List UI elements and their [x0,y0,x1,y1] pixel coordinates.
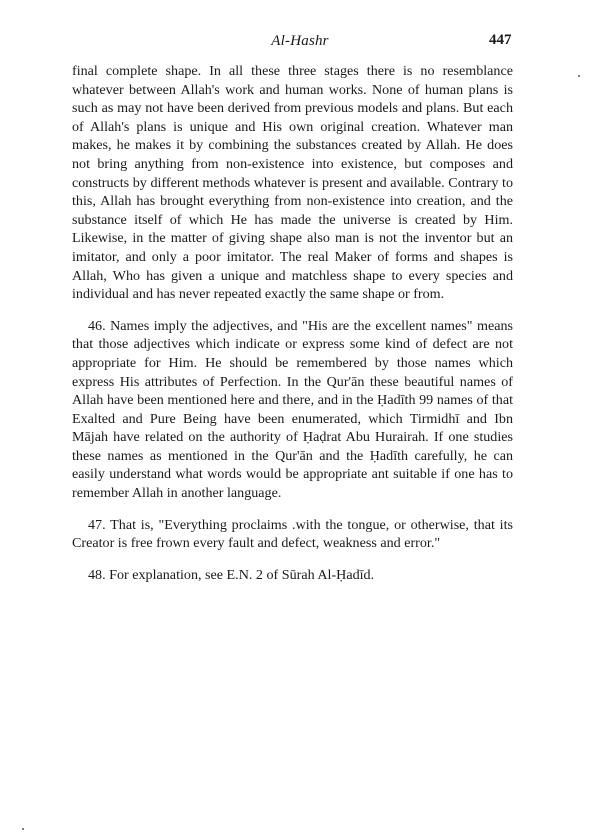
note-46-paragraph: 46. Names imply the adjectives, and "His are the excellent names" means that those adjectives which indicate or express some kind of defect are not appropriate for Him. He should be remembered by those names which express His attributes of Perfection. In the Qur'ān these beautiful names of Allah have been mentioned here and there, and in the Ḥadīth 99 names of that Exalted and Pure Being have been enumerated, which Tirmidhī and Ibn Mājah have related on the authority of Ḥaḍrat Abu Hurairah. If one studies these names as mentioned in the Qur'ān and the Ḥadīth carefully, he can easily understand what words would be appropriate ant suitable if one has to remember Allah in another language. [72,317,513,502]
scan-speck [578,75,580,77]
note-47-paragraph: 47. That is, "Everything proclaims .with the tongue, or otherwise, that its Creator is free frown every fault and defect, weakness and error." [72,516,513,552]
page-body [72,62,513,597]
paragraph-continuation: final complete shape. In all these three stages there is no resemblance whatever between Allah's work and human works. None of human plans is such as may not have been derived from previous models and plans. But each of Allah's plans is unique and His own original creation. Whatever man makes, he makes it by combining the substances created by Allah. He does not bring anything from non-existence into existence, but composes and constructs by different methods whatever is present and available. Contrary to this, Allah has brought everything from non-existence into creation, and the substance itself of which He has made the universe is created by Him. Likewise, in the matter of giving shape also man is not the inventor but an imitator, and only a poor imitator. The real Maker of forms and shapes is Allah, Who has given a unique and matchless shape to every species and individual and has never repeated exactly the same shape or from. [72,63,513,303]
page-number: 447 [489,32,512,48]
scan-speck [22,828,24,830]
note-48-paragraph: 48. For explanation, see E.N. 2 of Sūrah Al-Ḥadīd. [88,566,375,583]
running-title: Al-Hashr [271,33,329,49]
